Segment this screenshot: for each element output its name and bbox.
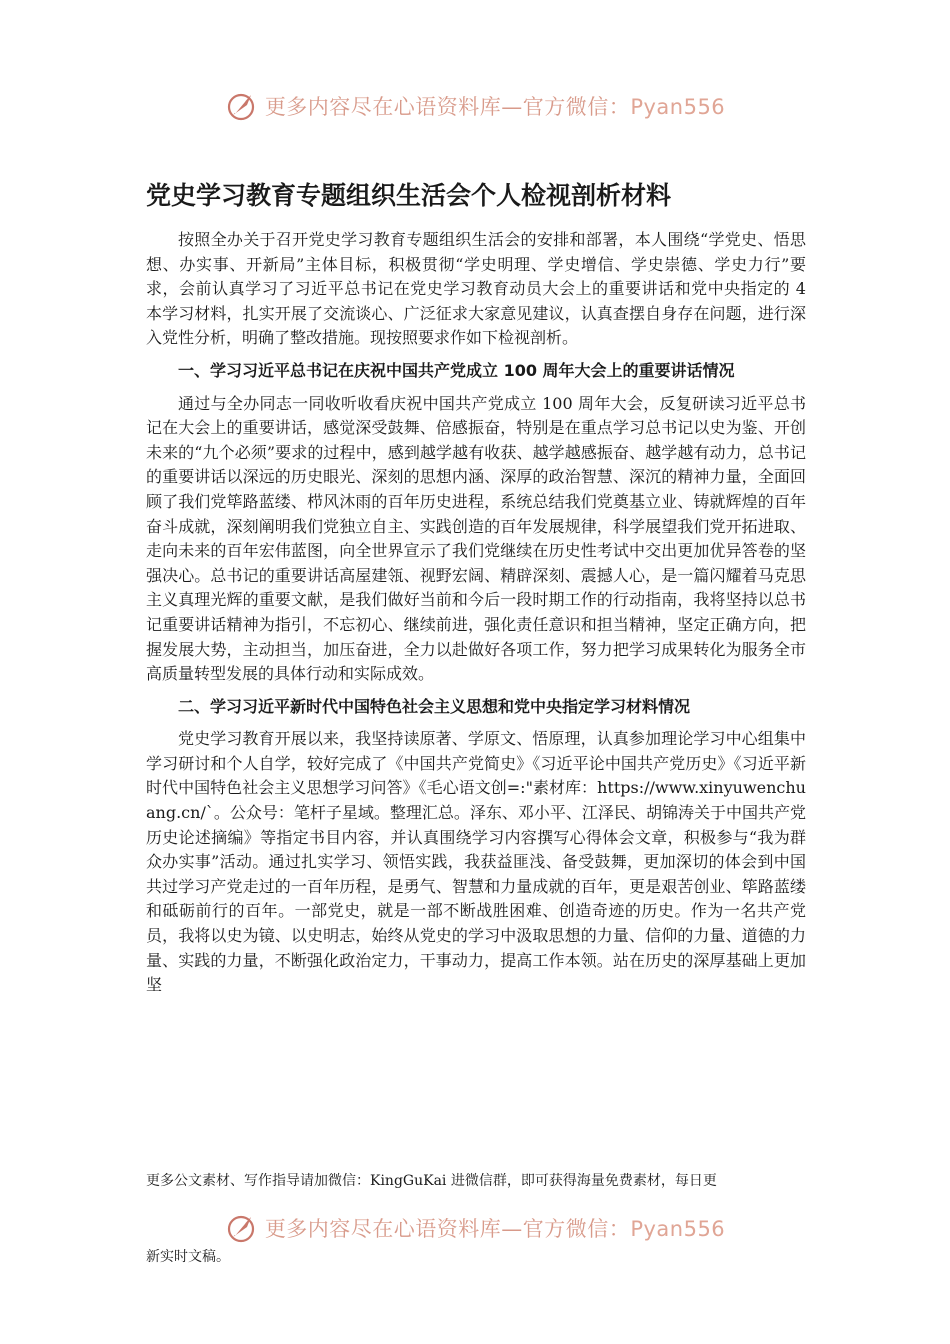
header-banner [0, 86, 950, 126]
intro-paragraph: 按照全办关于召开党史学习教育专题组织生活会的安排和部署，本人围绕“学党史、悟思想、办实事、开新局”主体目标，积极贯彻“学史明理、学史增信、学史崇德、学史力行”要求，会前认真学习了习近平总书记在党史学习教育动员大会上的重要讲话和党中央指定的 4 本学习材料，扎实开展了交流谈心、广泛征求大家意见建议，认真查摆自身存在问题，进行深入党性分析，明确了整改措施。现按照要求作如下检视剖析。 [146, 230, 806, 348]
banner-text: 更多内容尽在心语资料库—官方微信：Pyan556 [264, 1217, 726, 1241]
quill-logo-icon [225, 89, 259, 123]
section-2-heading: 二、学习习近平新时代中国特色社会主义思想和党中央指定学习材料情况 [178, 696, 691, 716]
footer-banner [0, 1208, 950, 1248]
quill-logo-icon [225, 1211, 259, 1245]
document-body [146, 228, 806, 998]
footer-note-line2: 新实时文稿。 [146, 1249, 230, 1265]
section-1-heading: 一、学习习近平总书记在庆祝中国共产党成立 100 周年大会上的重要讲话情况 [178, 360, 735, 380]
footer-note-line1: 更多公文素材、写作指导请加微信：KingGuKai 进微信群，即可获得海量免费素材，每日更 [146, 1173, 717, 1189]
page-title: 党史学习教育专题组织生活会个人检视剖析材料 [146, 181, 672, 210]
banner-text: 更多内容尽在心语资料库—官方微信：Pyan556 [264, 95, 726, 119]
banner-wechat-id: Pyan556 [630, 95, 726, 119]
section-1-paragraph: 通过与全办同志一同收听收看庆祝中国共产党成立 100 周年大会，反复研读习近平总书记在大会上的重要讲话，感觉深受鼓舞、倍感振奋，特别是在重点学习总书记以史为鉴、开创未来的“九个必须”要求的过程中，感到越学越有收获、越学越感振奋、越学越有动力，总书记的重要讲话以深远的历史眼光、深刻的思想内涵、深厚的政治智慧、深沉的精神力量，全面回顾了我们党筚路蓝缕、栉风沐雨的百年历史进程，系统总结我们党奠基立业、铸就辉煌的百年奋斗成就，深刻阐明我们党独立自主、实践创造的百年发展规律，科学展望我们党开拓进取、走向未来的百年宏伟蓝图，向全世界宣示了我们党继续在历史性考试中交出更加优异答卷的坚强决心。总书记的重要讲话高屋建瓴、视野宏阔、精辟深刻、震撼人心，是一篇闪耀着马克思主义真理光辉的重要文献，是我们做好当前和今后一段时期工作的行动指南，我将坚持以总书记重要讲话精神为指引，不忘初心、继续前进，强化责任意识和担当精神，坚定正确方向，把握发展大势，主动担当，加压奋进，全力以赴做好各项工作，努力把学习成果转化为服务全市高质量转型发展的具体行动和实际成效。 [146, 393, 806, 684]
banner-wechat-id: Pyan556 [630, 1217, 726, 1241]
section-2-paragraph: 党史学习教育开展以来，我坚持读原著、学原文、悟原理，认真参加理论学习中心组集中学习研讨和个人自学，较好完成了《中国共产党简史》《习近平论中国共产党历史》《习近平新时代中国特色社会主义思想学习问答》《毛心语文创=:"素材库：https://www.xinyuwenchuang.cn/`。公众号：笔杆子星域。整理汇总。泽东、邓小平、江泽民、胡锦涛关于中国共产党历史论述摘编》等指定书目内容，并认真围绕学习内容撰写心得体会文章，积极参与“我为群众办实事”活动。通过扎实学习、领悟实践，我获益匪浅、备受鼓舞，更加深切的体会到中国共过学习产党走过的一百年历程，是勇气、智慧和力量成就的百年，更是艰苦创业、筚路蓝缕和砥砺前行的百年。一部党史，就是一部不断战胜困难、创造奇迹的历史。作为一名共产党员，我将以史为镜、以史明志，始终从党史的学习中汲取思想的力量、信仰的力量、道德的力量、实践的力量，不断强化政治定力，干事动力，提高工作本领。站在历史的深厚基础上更加坚 [146, 729, 806, 995]
